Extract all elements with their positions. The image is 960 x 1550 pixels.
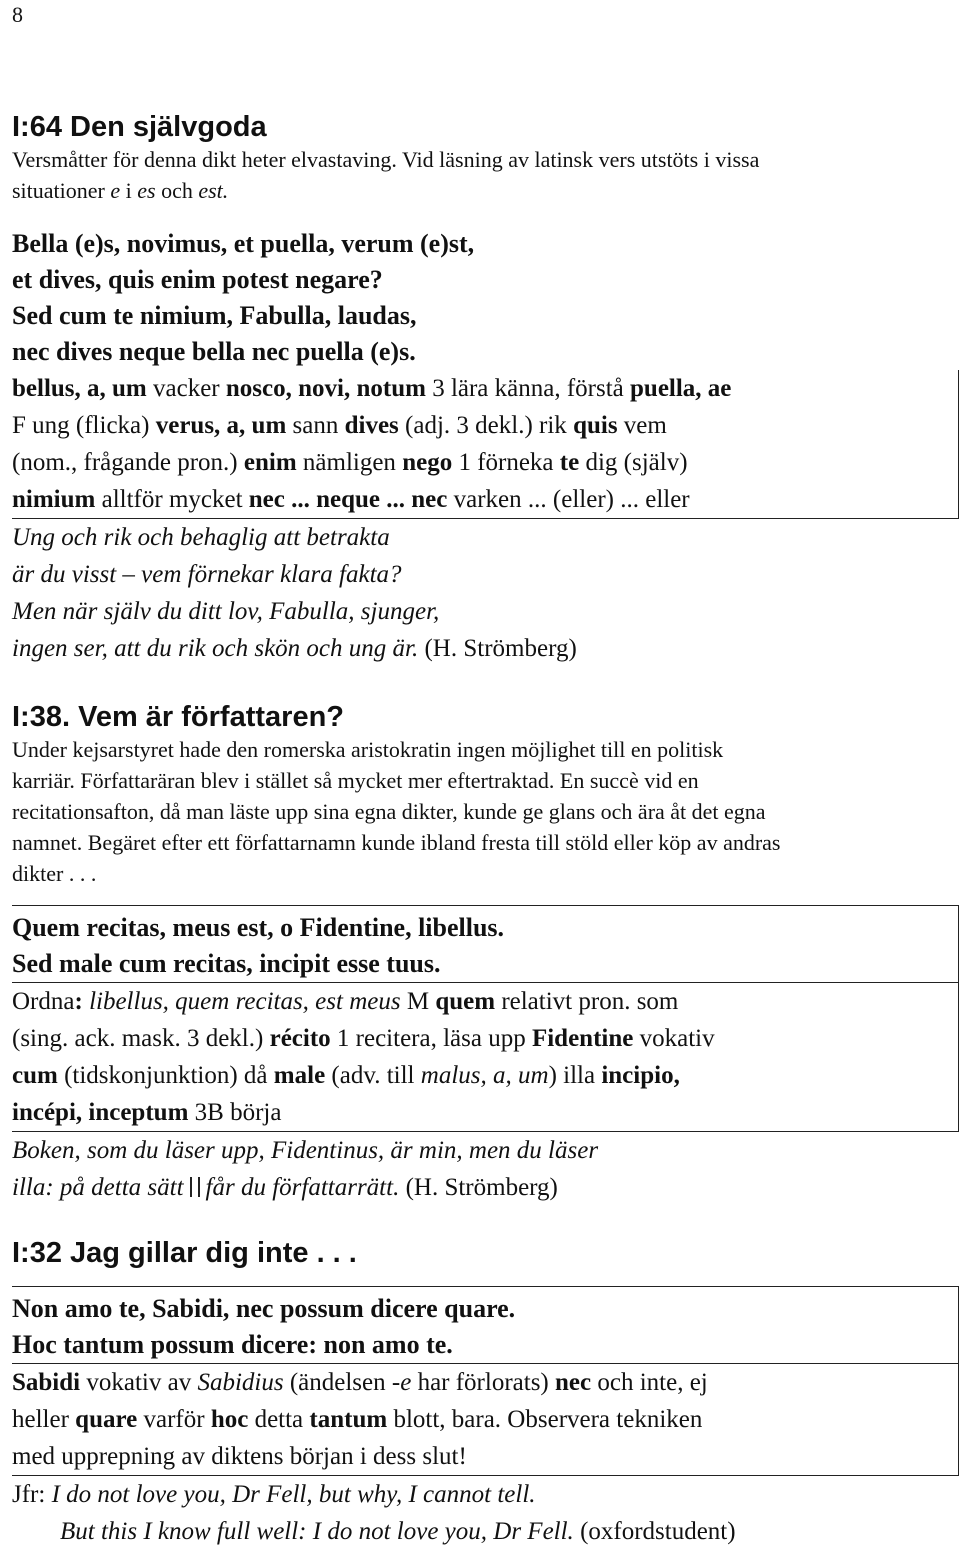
verse-line: et dives, quis enim potest negare? [12,265,383,294]
latin-poem [12,226,952,370]
section-i38 [12,700,952,1206]
section-i32 [12,1236,952,1550]
latin-poem [12,905,959,982]
section-heading: I:32 Jag gillar dig inte . . . [12,1237,357,1269]
section-heading: I:64 Den självgoda [12,111,267,143]
verse-line: Hoc tantum possum dicere: non amo te. [12,1330,453,1359]
caesura-mark [190,1177,200,1197]
page-number: 8 [12,2,23,27]
verse-line: Bella (e)s, novimus, et puella, verum (e)st, [12,229,475,258]
swedish-translation: Boken, som du läser upp, Fidentinus, är min, men du läser illa: på detta sätt får du författarrätt. (H. Strömberg) [12,1137,599,1201]
latin-poem [12,1286,959,1363]
vocabulary-list: Sabidi vokativ av Sabidius (ändelsen -e har förlorats) nec och inte, ej heller quare varför hoc detta tantum blott, bara. Observera tekniken med upprepning av diktens början i dess slut! [12,1363,959,1476]
swedish-translation: Ung och rik och behaglig att betrakta är du visst – vem förnekar klara fakta? Men när själv du ditt lov, Fabulla, sjunger, ingen ser, att du rik och skön och ung är. (H. Strömberg) [12,524,577,662]
comparison-quote: Jfr: I do not love you, Dr Fell, but why, I cannot tell. But this I know full well: I do not love you, Dr Fell. (oxfordstudent) [12,1481,736,1545]
section-i64 [12,110,952,667]
verse-line: Sed male cum recitas, incipit esse tuus. [12,949,441,978]
vocabulary-list: Ordna: libellus, quem recitas, est meus M quem relativt pron. som (sing. ack. mask. 3 dekl.) récito 1 recitera, läsa upp Fidentine vokativ cum (tidskonjunktion) då male (adv. till malus, a, um) illa incipio, incépi, inceptum 3B börja [12,982,959,1132]
verse-line: Non amo te, Sabidi, nec possum dicere quare. [12,1294,516,1323]
section-heading: I:38. Vem är författaren? [12,701,344,733]
verse-line: Quem recitas, meus est, o Fidentine, libellus. [12,913,505,942]
vocabulary-list: bellus, a, um vacker nosco, novi, notum 3 lära känna, förstå puella, ae F ung (flicka) verus, a, um sann dives (adj. 3 dekl.) rik quis vem (nom., frågande pron.) enim nämligen nego 1 förneka te dig (själv) nimium alltför mycket nec ... neque ... nec varken ... (eller) ... eller [12,370,959,519]
verse-line: Sed cum te nimium, Fabulla, laudas, [12,301,417,330]
intro-text: Versmåtter för denna dikt heter elvastaving. Vid läsning av latinsk vers utstöts i vissa situationer e i es och est. [12,147,760,203]
intro-text: Under kejsarstyret hade den romerska aristokratin ingen möjlighet till en politisk karriär. Författaräran blev i stället så mycket mer eftertraktad. En succè vid en recitationsafton, då man läste upp sina egna dikter, kunde ge glans och ära åt det egna namnet. Begäret efter ett författarnamn kunde ibland fresta till stöld eller köp av andras dikter . . . [12,737,781,886]
verse-line: nec dives neque bella nec puella (e)s. [12,337,416,366]
